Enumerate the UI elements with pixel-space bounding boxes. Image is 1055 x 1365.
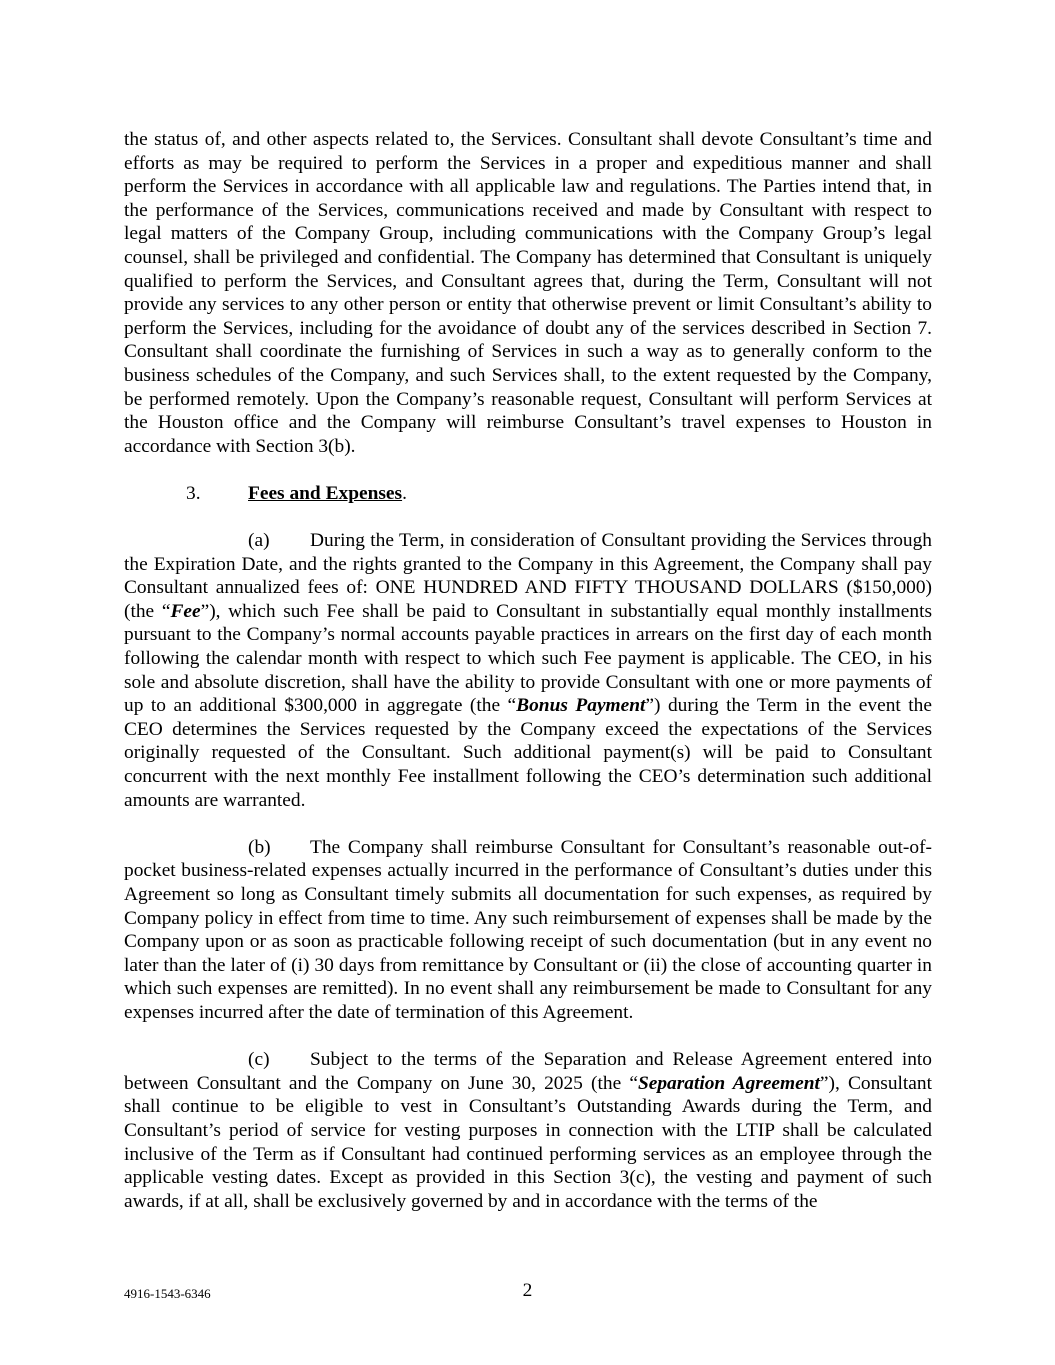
- paragraph-b-label: (b): [248, 836, 271, 858]
- continuation-paragraph: [124, 128, 932, 458]
- paragraph-c-text-1: Subject to the terms of the Separation and Release Agreement entered into between Consultant and the Company on June 30, 2025 (the “: [124, 1049, 932, 1094]
- paragraph-a-text-1: During the Term, in consideration of Consultant providing the Services through the Expiration Date, and the rights granted to the Company in this Agreement, the Company shall pay Consultant annualized fees of: ONE HUNDRED AND FIFTY THOUSAND DOLLARS ($150,000) (the “: [124, 530, 932, 622]
- defined-term-fee: Fee: [170, 600, 201, 622]
- section-title: Fees and Expenses: [248, 482, 403, 504]
- paragraph-a: [124, 529, 932, 812]
- paragraph-a-text-3: ”) during the Term in the event the CEO determines the Services requested by the Company exceed the expectations of the Services originally requested of the Consultant. Such additional payment(s) will be paid to Consultant concurrent with the next monthly Fee installment following the CEO’s determination such additional amounts are warranted.: [124, 695, 932, 811]
- spacer: [124, 506, 932, 530]
- spacer: [124, 812, 932, 836]
- spacer: [124, 458, 932, 482]
- paragraph-c: [124, 1048, 932, 1213]
- section-3-heading: [124, 482, 932, 506]
- paragraph-a-text-2: ”), which such Fee shall be paid to Consultant in substantially equal monthly installments pursuant to the Company’s normal accounts payable practices in arrears on the first day of each month following the calendar month with respect to which such Fee payment is applicable. The CEO, in his sole and absolute discretion, shall have the ability to provide Consultant with one or more payments of up to an additional $300,000 in aggregate (the “: [124, 600, 933, 717]
- section-number: 3.: [186, 482, 201, 504]
- section-title-period: .: [402, 482, 407, 504]
- footer-page-number: 2: [522, 1280, 533, 1301]
- defined-term-separation-agreement: Separation Agreement: [637, 1072, 820, 1094]
- paragraph-c-label: (c): [248, 1049, 270, 1071]
- document-page: [124, 128, 932, 1213]
- paragraph-a-label: (a): [248, 530, 270, 552]
- paragraph-b-text: The Company shall reimburse Consultant for Consultant’s reasonable out-of-pocket business-related expenses actually incurred in the performance of Consultant’s duties under this Agreement so long as Consultant timely submits all documentation for such expenses, as required by Company policy in effect from time to time. Any such reimbursement of expenses shall be made by the Company upon or as soon as practicable following receipt of such documentation (but in any event no later than the later of (i) 30 days from remittance by Consultant or (ii) the close of accounting quarter in which such expenses are remitted). In no event shall any reimbursement be made to Consultant for any expenses incurred after the date of termination of this Agreement.: [124, 836, 932, 1023]
- continuation-text: the status of, and other aspects related to, the Services. Consultant shall devote Consultant’s time and efforts as may be required to perform the Services in a proper and expeditious manner and shall perform the Services in accordance with all applicable law and regulations. The Parties intend that, in the performance of the Services, communications received and made by Consultant with respect to legal matters of the Company Group, including communications with the Company Group’s legal counsel, shall be privileged and confidential. The Company has determined that Consultant is uniquely qualified to perform the Services, and Consultant agrees that, during the Term, Consultant will not provide any services to any other person or entity that otherwise prevent or limit Consultant’s ability to perform the Services, including for the avoidance of doubt any of the services described in Section 7. Consultant shall coordinate the furnishing of Services in such a way as to generally conform to the business schedules of the Company, and such Services shall, to the extent requested by the Company, be performed remotely. Upon the Company’s reasonable request, Consultant will perform Services at the Houston office and the Company will reimburse Consultant’s travel expenses to Houston in accordance with Section 3(b).: [124, 129, 932, 457]
- spacer: [124, 1025, 932, 1049]
- defined-term-bonus-payment: Bonus Payment: [516, 695, 646, 717]
- paragraph-c-text-2: ”), Consultant shall continue to be eligible to vest in Consultant’s Outstanding Awards during the Term, and Consultant’s period of service for vesting purposes in connection with the LTIP shall be calculated inclusive of the Term as if Consultant had continued performing services as an employee through the applicable vesting dates. Except as provided in this Section 3(c), the vesting and payment of such awards, if at all, shall be exclusively governed by and in accordance with the terms of the: [124, 1072, 932, 1212]
- footer-document-id: 4916-1543-6346: [124, 1286, 211, 1301]
- paragraph-b: [124, 836, 932, 1025]
